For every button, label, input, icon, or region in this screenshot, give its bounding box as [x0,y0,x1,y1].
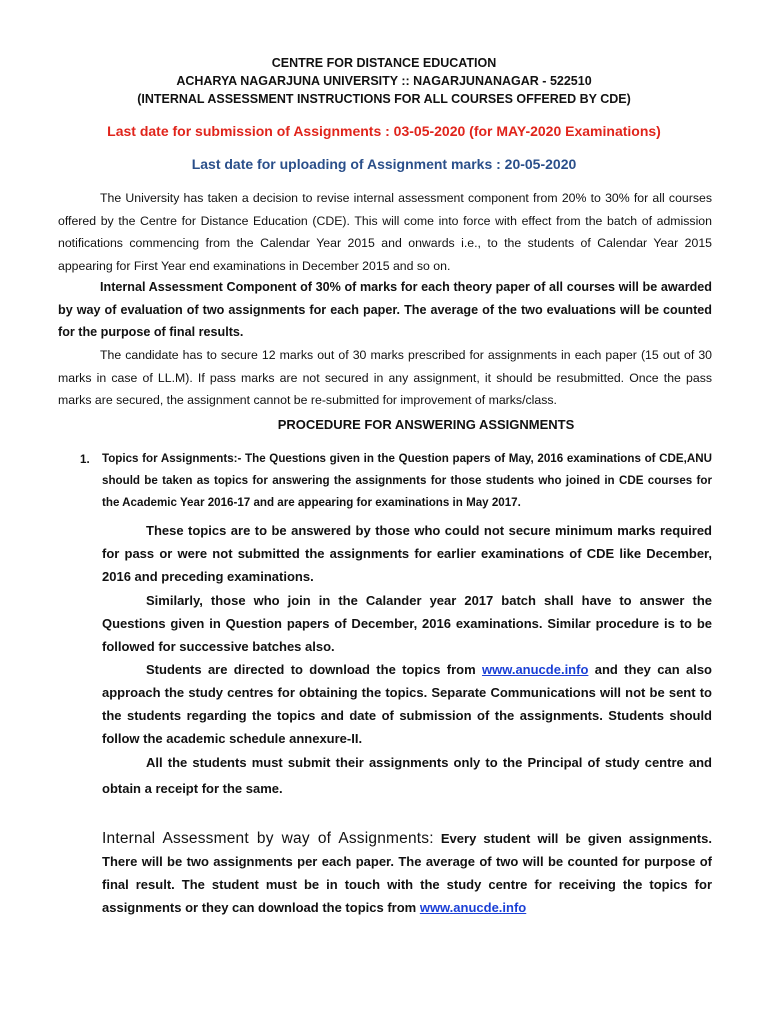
internal-assessment-paragraph [102,827,712,919]
intro-paragraph-1: The University has taken a decision to revise internal assessment component from 20% to 30% for all courses offered by the Centre for Distance Education (CDE). This will come into force with effect from the batch of admission notifications commencing from the Calendar Year 2015 and onwards i.e., to the students of Calendar Year 2015 appearing for First Year end examinations in December 2015 and so on. [58,191,712,273]
procedure-paragraph-d: All the students must submit their assignments only to the Principal of study centre and obtain a receipt for the same. [102,755,712,796]
header-institution: CENTRE FOR DISTANCE EDUCATION [271,56,497,70]
upload-deadline: Last date for uploading of Assignment marks : 20-05-2020 [191,156,577,172]
anucde-link[interactable]: www.anucde.info [481,662,589,677]
intro-paragraph-3: The candidate has to secure 12 marks out of 30 marks prescribed for assignments in each paper (15 out of 30 marks in case of LL.M). If pass marks are not secured in any assignment, it should be resubmitted. Once the pass marks are secured, the assignment cannot be re-submitted for improvement of marks/class. [58,348,712,407]
para-c-text-before: Students are directed to download the topics from [146,662,482,677]
para-c-text-after: and they can also approach the study centres for obtaining the topics. Separate Communications will not be sent to the students regarding the topics and date of submission of the assignments. Students should follow the academic schedule annexure-II. [102,662,712,746]
intro-paragraph-2: Internal Assessment Component of 30% of marks for each theory paper of all courses will be awarded by way of evaluation of two assignments for each paper. The average of the two evaluations will be counted for the purpose of final results. [58,280,712,339]
procedure-paragraph-c [102,658,712,750]
submission-deadline: Last date for submission of Assignments : 03-05-2020 (for MAY-2020 Examinations) [107,123,661,139]
anucde-link-2[interactable]: www.anucde.info [419,900,527,915]
item-number: 1. [80,453,90,466]
procedure-item-1: Topics for Assignments:- The Questions given in the Question papers of May, 2016 examinations of CDE,ANU should be taken as topics for answering the assignments for those students who joined in CDE courses for the Academic Year 2016-17 and are appearing for examinations in May 2017. [102,452,712,509]
procedure-title: PROCEDURE FOR ANSWERING ASSIGNMENTS [277,417,575,432]
internal-assessment-heading: Internal Assessment by way of Assignments: [102,830,434,847]
header-instructions-title: (INTERNAL ASSESSMENT INSTRUCTIONS FOR ALL COURSES OFFERED BY CDE) [137,92,631,106]
procedure-paragraph-b: Similarly, those who join in the Calander year 2017 batch shall have to answer the Questions given in Question papers of December, 2016 examinations. Similar procedure is to be followed for successive batches also. [102,593,712,654]
header-university: ACHARYA NAGARJUNA UNIVERSITY :: NAGARJUNANAGAR - 522510 [176,74,592,88]
procedure-paragraph-a: These topics are to be answered by those who could not secure minimum marks required for pass or were not submitted the assignments for earlier examinations of CDE like December, 2016 and preceding examinations. [102,523,712,584]
internal-assessment-text: Every student will be given assignments. There will be two assignments per each paper. The average of two will be counted for purpose of final result. The student must be in touch with the study centre for receiving the topics for assignments or they can download the topics from [102,831,712,915]
